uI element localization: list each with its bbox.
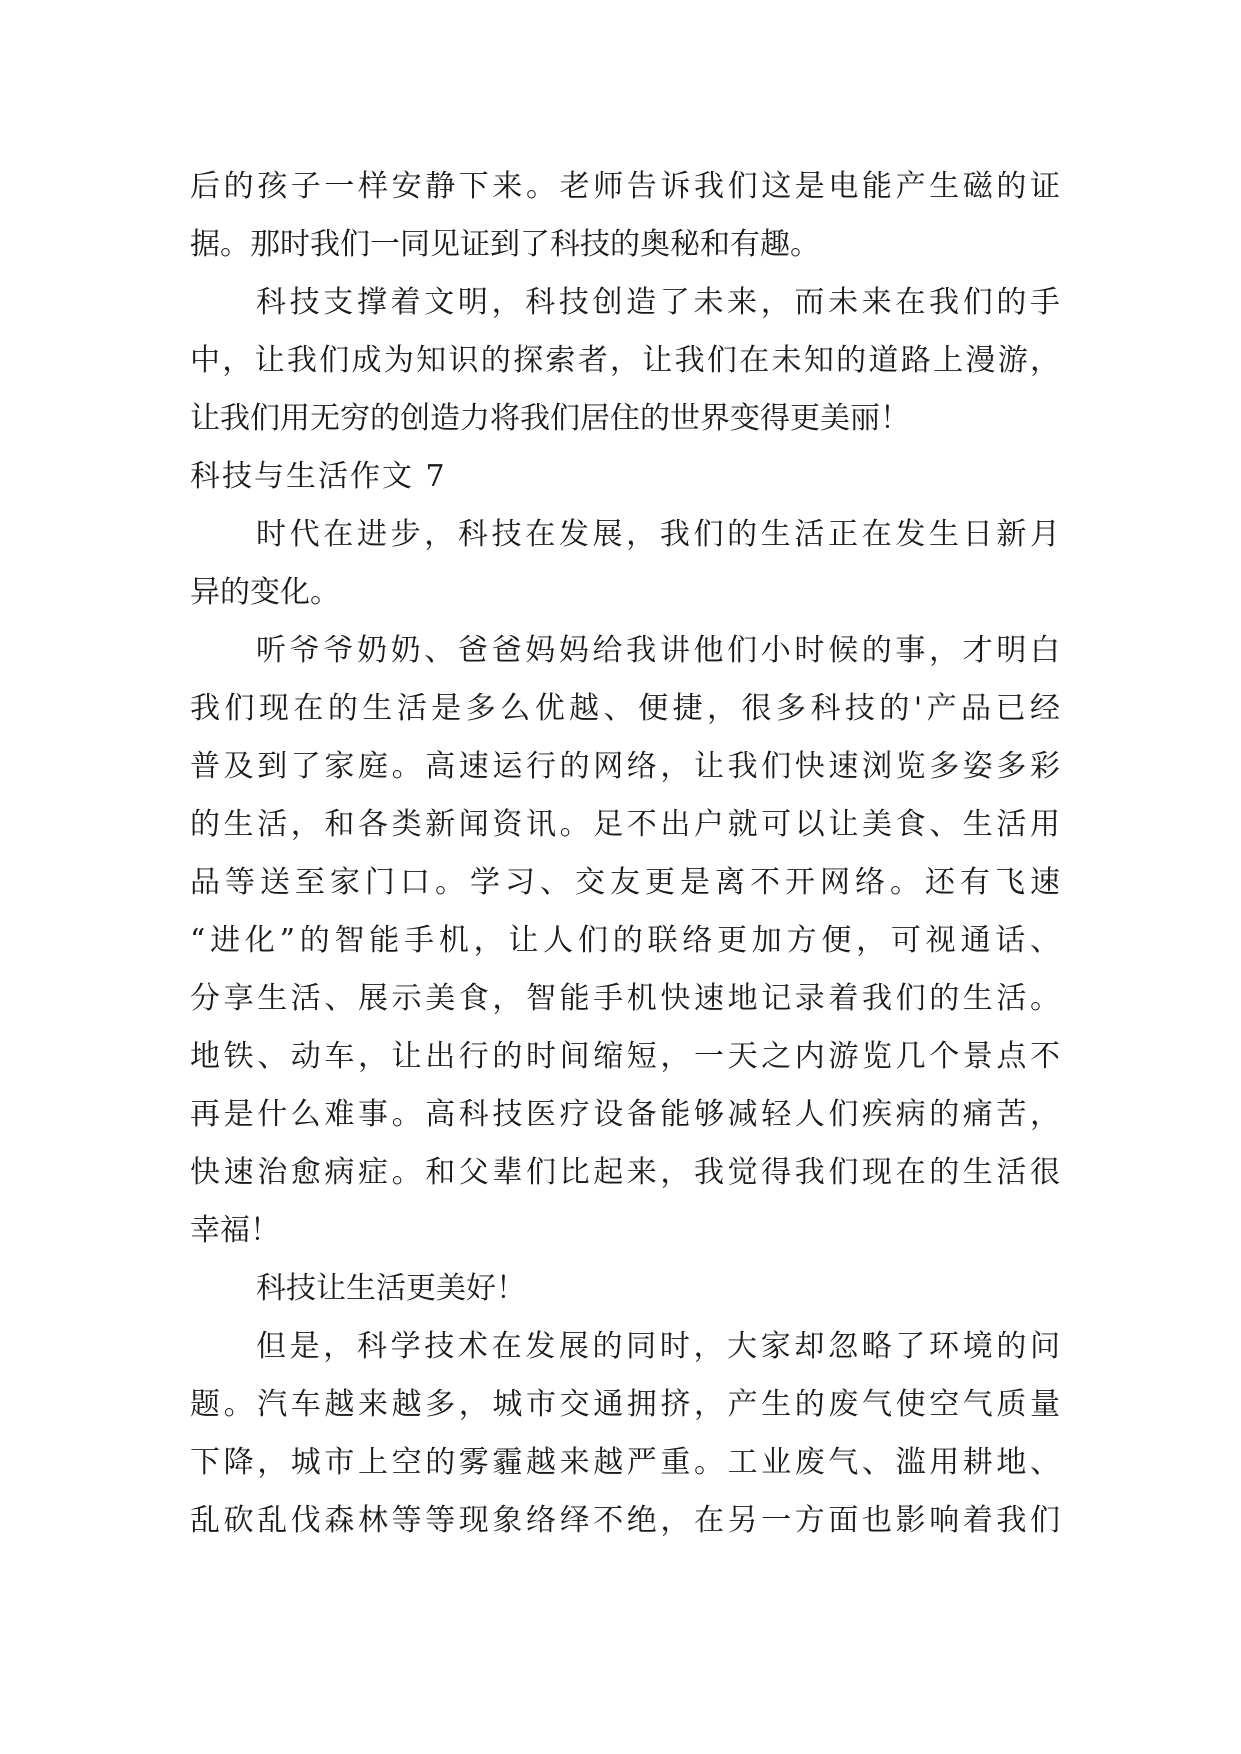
- paragraph-line: 下降，城市上空的雾霾越来越严重。工业废气、滥用耕地、: [190, 1445, 1060, 1480]
- paragraph-line: 科技支撑着文明，科技创造了未来，而未来在我们的手: [256, 285, 1060, 320]
- paragraph-line: 乱砍乱伐森林等等现象络绎不绝，在另一方面也影响着我们: [190, 1503, 1060, 1538]
- paragraph-line: 快速治愈病症。和父辈们比起来，我觉得我们现在的生活很: [190, 1155, 1060, 1190]
- paragraph-line: 听爷爷奶奶、爸爸妈妈给我讲他们小时候的事，才明白: [256, 633, 1060, 668]
- paragraph-line: “进化”的智能手机，让人们的联络更加方便，可视通话、: [190, 923, 1060, 958]
- section-heading: 科技与生活作文 7: [190, 459, 447, 494]
- paragraph-line: 据。那时我们一同见证到了科技的奥秘和有趣。: [190, 227, 820, 262]
- paragraph-line: 地铁、动车，让出行的时间缩短，一天之内游览几个景点不: [190, 1039, 1060, 1074]
- paragraph-line: 时代在进步，科技在发展，我们的生活正在发生日新月: [256, 517, 1060, 552]
- paragraph-line: 异的变化。: [190, 575, 340, 610]
- paragraph-line: 中，让我们成为知识的探索者，让我们在未知的道路上漫游，: [190, 343, 1060, 378]
- paragraph-line: 但是，科学技术在发展的同时，大家却忽略了环境的问: [256, 1329, 1060, 1364]
- paragraph-line: 题。汽车越来越多，城市交通拥挤，产生的废气使空气质量: [190, 1387, 1060, 1422]
- paragraph-line: 我们现在的生活是多么优越、便捷，很多科技的'产品已经: [190, 691, 1060, 726]
- paragraph-line: 品等送至家门口。学习、交友更是离不开网络。还有飞速: [190, 865, 1060, 900]
- paragraph-line: 普及到了家庭。高速运行的网络，让我们快速浏览多姿多彩: [190, 749, 1060, 784]
- paragraph-line: 后的孩子一样安静下来。老师告诉我们这是电能产生磁的证: [190, 169, 1060, 204]
- paragraph-line: 的生活，和各类新闻资讯。足不出户就可以让美食、生活用: [190, 807, 1060, 842]
- paragraph-line: 再是什么难事。高科技医疗设备能够减轻人们疾病的痛苦，: [190, 1097, 1060, 1132]
- paragraph-line: 幸福！: [190, 1213, 280, 1248]
- essay-body: [190, 158, 1060, 1550]
- paragraph-line: 分享生活、展示美食，智能手机快速地记录着我们的生活。: [190, 981, 1060, 1016]
- paragraph-line: 让我们用无穷的创造力将我们居住的世界变得更美丽！: [190, 401, 910, 436]
- paragraph-line: 科技让生活更美好！: [256, 1271, 526, 1306]
